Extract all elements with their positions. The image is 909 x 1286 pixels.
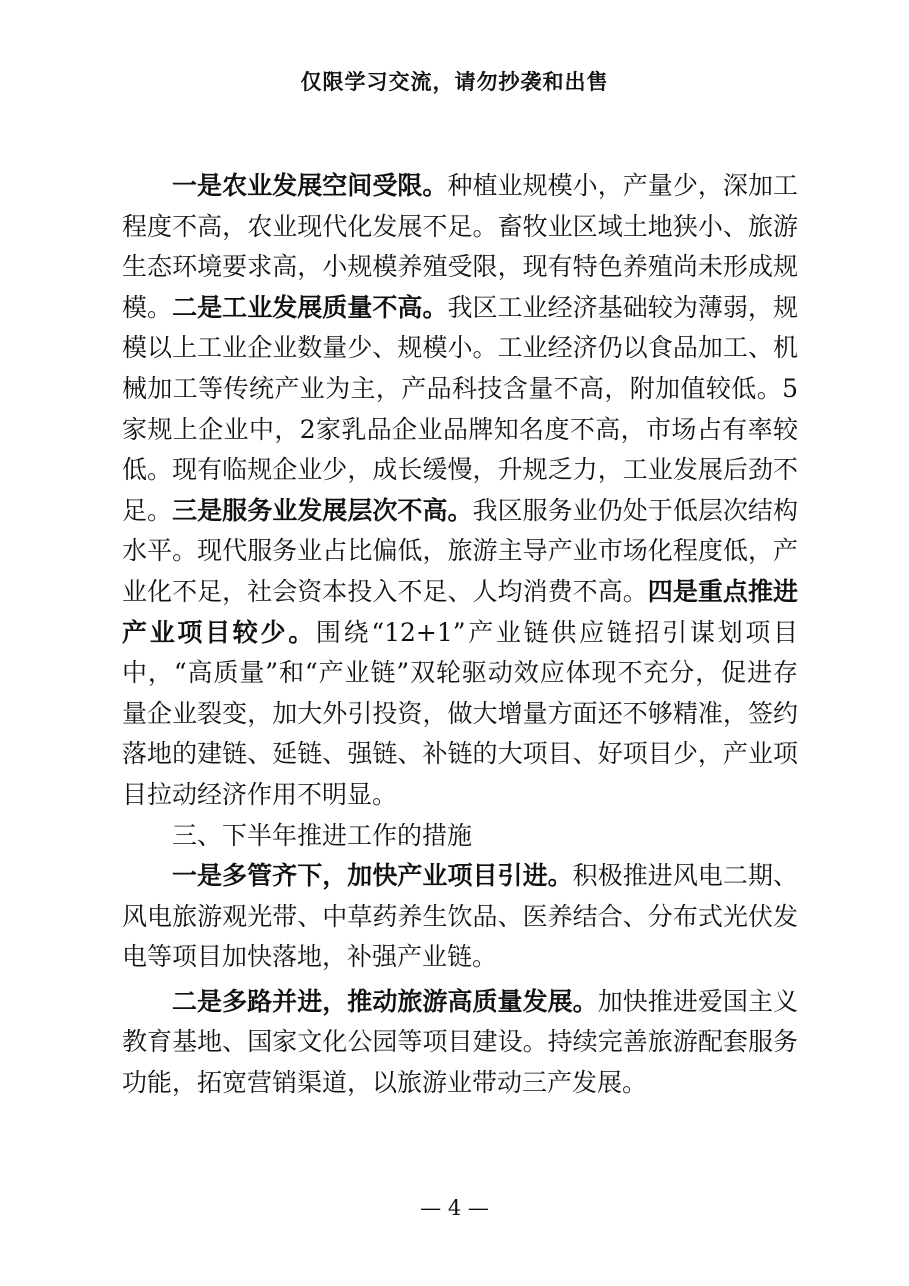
point-4-text: 围绕“12+1”产业链供应链招引谋划项目中，“高质量”和“产业链”双轮驱动效应体现不充分，促进存量企业裂变，加大外引投资，做大增量方面还不够精准，签约落地的建链、延链、强链、补链的大项目、好项目少，产业项目拉动经济作用不明显。 xyxy=(122,617,798,809)
point-2-text: 我区工业经济基础较为薄弱，规模以上工业企业数量少、规模小。工业经济仍以食品加工、机械加工等传统产业为主，产品科技含量不高，附加值较低。5家规上企业中，2家乳品企业品牌知名度不高，市场占有率较低。现有临规企业少，成长缓慢，升规乏力，工业发展后劲不足。 xyxy=(122,292,798,525)
document-body xyxy=(122,166,798,1104)
paragraph-problems xyxy=(122,166,798,816)
page-number: — 4 — xyxy=(420,1196,489,1220)
paragraph-measure-2 xyxy=(122,982,798,1104)
point-1-text: 种植业规模小，产量少，深加工程度不高，农业现代化发展不足。畜牧业区域土地狭小、旅游生态环境要求高，小规模养殖受限，现有特色养殖尚未形成规模。 xyxy=(122,171,798,322)
page-header-notice: 仅限学习交流，请勿抄袭和出售 xyxy=(300,69,609,94)
point-3-text: 我区服务业仍处于低层次结构水平。现代服务业占比偏低，旅游主导产业市场化程度低，产业化不足，社会资本投入不足、人均消费不高。 xyxy=(122,495,798,606)
measure-2-title: 二是多路并进，推动旅游高质量发展。 xyxy=(172,986,598,1016)
point-1-title: 一是农业发展空间受限。 xyxy=(172,171,448,200)
paragraph-measure-1 xyxy=(122,856,798,978)
point-2-title: 二是工业发展质量不高。 xyxy=(172,292,448,322)
measure-1-text: 积极推进风电二期、风电旅游观光带、中草药养生饮品、医养结合、分布式光伏发电等项目加快落地，补强产业链。 xyxy=(122,861,798,972)
point-3-title: 三是服务业发展层次不高。 xyxy=(172,495,473,525)
measure-1-title: 一是多管齐下，加快产业项目引进。 xyxy=(172,861,573,891)
point-4-title: 四是重点推进产业项目较少。 xyxy=(122,576,798,647)
section-heading-3: 三、下半年推进工作的措施 xyxy=(172,820,473,850)
measure-2-text: 加快推进爱国主义教育基地、国家文化公园等项目建设。持续完善旅游配套服务功能，拓宽营销渠道，以旅游业带动三产发展。 xyxy=(122,986,798,1098)
